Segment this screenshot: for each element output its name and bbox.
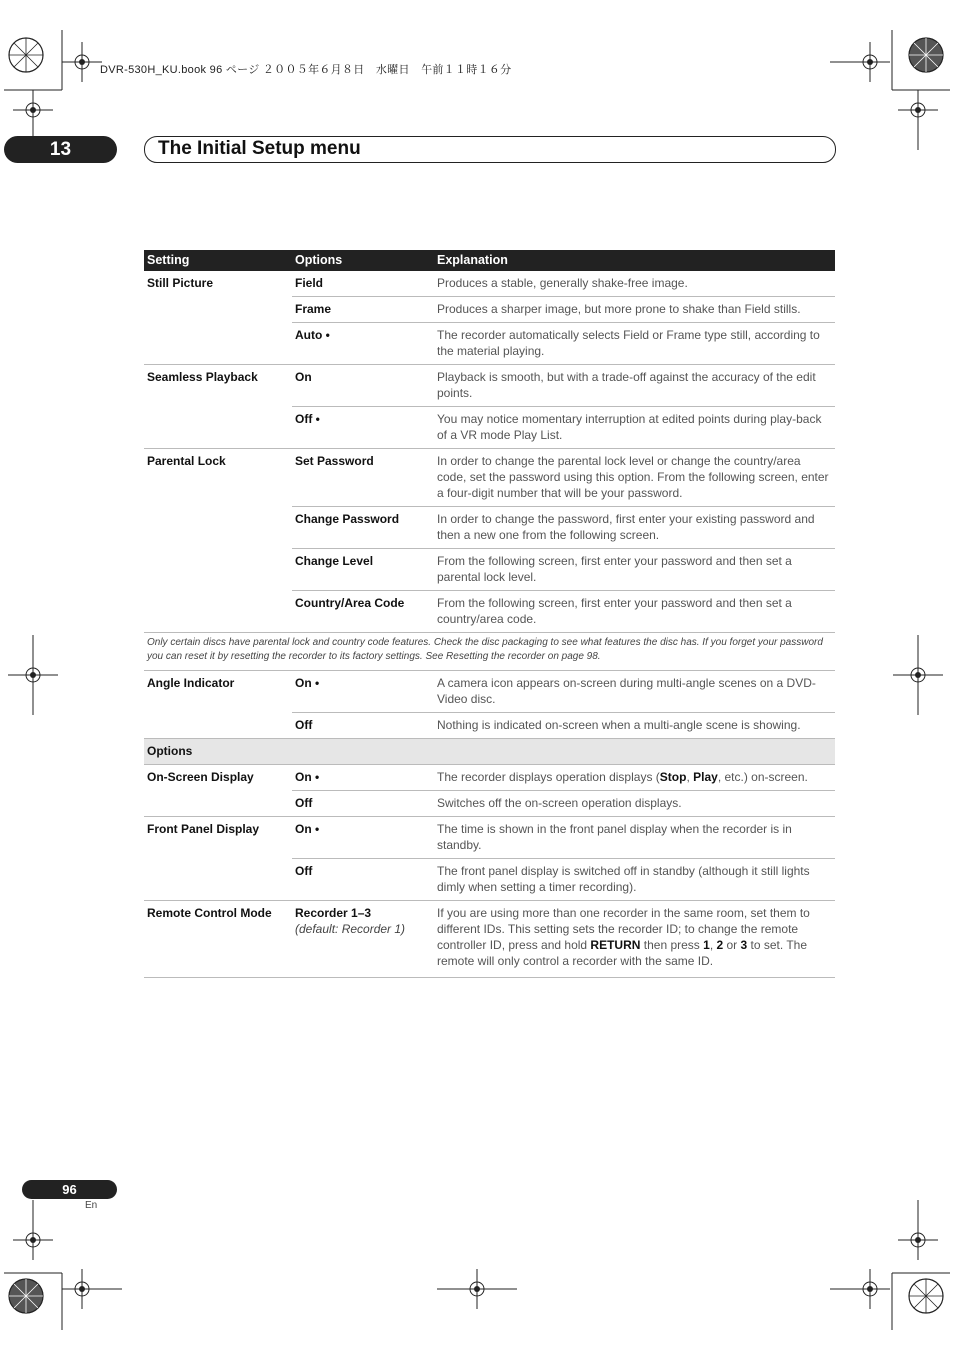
setting-cell bbox=[144, 791, 292, 817]
option-cell: On • bbox=[292, 765, 434, 791]
remote-text: then press bbox=[640, 938, 704, 952]
table-row bbox=[144, 713, 835, 739]
option-cell: Change Password bbox=[292, 507, 434, 549]
chapter-title-bar bbox=[144, 136, 836, 163]
setting-cell bbox=[144, 297, 292, 323]
table-row bbox=[144, 271, 835, 297]
table-row bbox=[144, 365, 835, 407]
table-header-row bbox=[144, 250, 835, 271]
section-label-options: Options bbox=[144, 739, 835, 765]
remote-text: to set. The remote will only control a recorder with the same ID. bbox=[437, 938, 808, 968]
key-3-label: 3 bbox=[740, 938, 748, 952]
explanation-cell: Nothing is indicated on-screen when a multi-angle scene is showing. bbox=[434, 713, 835, 739]
explanation-cell: Switches off the on-screen operation displays. bbox=[434, 791, 835, 817]
table-row bbox=[144, 407, 835, 449]
explanation-cell: The time is shown in the front panel display when the recorder is in standby. bbox=[434, 817, 835, 859]
explanation-cell: The front panel display is switched off in standby (although it still lights dimly when setting a timer recording). bbox=[434, 859, 835, 901]
table-row bbox=[144, 449, 835, 507]
explanation-cell: Produces a sharper image, but more prone to shake than Field stills. bbox=[434, 297, 835, 323]
setting-cell bbox=[144, 507, 292, 549]
table-row bbox=[144, 507, 835, 549]
explanation-cell: Produces a stable, generally shake-free image. bbox=[434, 271, 835, 297]
chapter-title: The Initial Setup menu bbox=[158, 138, 361, 159]
chapter-number-badge: 13 bbox=[4, 136, 117, 163]
parental-lock-note: Only certain discs have parental lock and country code features. Check the disc packaging to see what features the disc has. If you forget your password you can reset it by resetting the recorder to its factory settings. See Resetting the recorder on page 98. bbox=[144, 633, 835, 671]
explanation-cell: You may notice momentary interruption at edited points during play-back of a VR mode Play List. bbox=[434, 407, 835, 449]
table-row bbox=[144, 671, 835, 713]
option-cell: Field bbox=[292, 271, 434, 297]
option-cell bbox=[292, 901, 434, 978]
table-row bbox=[144, 765, 835, 791]
option-cell: Set Password bbox=[292, 449, 434, 507]
table-row bbox=[144, 297, 835, 323]
remote-text: If you are using more than one recorder in the same room, set them to different IDs. This setting sets the recorder ID; to change the remote controller ID, press and hold bbox=[437, 906, 810, 952]
option-main: Recorder 1–3 bbox=[295, 906, 372, 920]
option-cell: Country/Area Code bbox=[292, 591, 434, 633]
setting-cell: On-Screen Display bbox=[147, 770, 254, 784]
option-cell: On bbox=[292, 365, 434, 407]
osd-text: The recorder displays operation displays ( bbox=[437, 770, 660, 784]
option-default: (default: Recorder 1) bbox=[295, 922, 406, 936]
option-cell: Off • bbox=[292, 407, 434, 449]
option-cell: Off bbox=[292, 713, 434, 739]
setting-cell: Still Picture bbox=[147, 276, 214, 290]
language-code: En bbox=[85, 1200, 98, 1211]
stop-label: Stop bbox=[659, 770, 687, 784]
setting-cell: Front Panel Display bbox=[147, 822, 260, 836]
table-row bbox=[144, 591, 835, 633]
osd-text: , etc.) on-screen. bbox=[717, 770, 808, 784]
setting-cell: Remote Control Mode bbox=[144, 901, 292, 978]
explanation-cell: A camera icon appears on-screen during multi-angle scenes on a DVD-Video disc. bbox=[434, 671, 835, 713]
setting-cell bbox=[144, 713, 292, 739]
setting-cell bbox=[144, 859, 292, 901]
osd-text: , bbox=[686, 770, 694, 784]
header-explanation: Explanation bbox=[434, 250, 835, 271]
option-cell: Change Level bbox=[292, 549, 434, 591]
option-cell: On • bbox=[292, 671, 434, 713]
explanation-cell bbox=[434, 901, 835, 978]
setting-cell bbox=[144, 591, 292, 633]
key-2-label: 2 bbox=[716, 938, 724, 952]
table-row bbox=[144, 549, 835, 591]
setting-cell bbox=[144, 323, 292, 365]
setting-cell bbox=[144, 549, 292, 591]
setting-cell: Parental Lock bbox=[147, 454, 226, 468]
explanation-cell: In order to change the password, first enter your existing password and then a new one from the following screen. bbox=[434, 507, 835, 549]
play-label: Play bbox=[693, 770, 718, 784]
table-row bbox=[144, 323, 835, 365]
header-options: Options bbox=[292, 250, 434, 271]
settings-table bbox=[144, 250, 835, 978]
setting-cell: Angle Indicator bbox=[147, 676, 235, 690]
option-cell: Off bbox=[292, 791, 434, 817]
explanation-cell: From the following screen, first enter your password and then set a parental lock level. bbox=[434, 549, 835, 591]
remote-text: or bbox=[723, 938, 741, 952]
explanation-cell bbox=[434, 765, 835, 791]
setting-cell bbox=[144, 407, 292, 449]
remote-text: , bbox=[709, 938, 717, 952]
explanation-cell: The recorder automatically selects Field or Frame type still, according to the material playing. bbox=[434, 323, 835, 365]
option-cell: Auto • bbox=[292, 323, 434, 365]
section-row bbox=[144, 739, 835, 765]
page-number: 96 bbox=[22, 1180, 117, 1199]
note-row bbox=[144, 633, 835, 671]
explanation-cell: Playback is smooth, but with a trade-off against the accuracy of the edit points. bbox=[434, 365, 835, 407]
table-row bbox=[144, 901, 835, 978]
option-cell: Frame bbox=[292, 297, 434, 323]
table-row bbox=[144, 859, 835, 901]
return-key-label: RETURN bbox=[590, 938, 641, 952]
option-cell: On • bbox=[292, 817, 434, 859]
setting-cell: Seamless Playback bbox=[147, 370, 258, 384]
explanation-cell: From the following screen, first enter your password and then set a country/area code. bbox=[434, 591, 835, 633]
table-row bbox=[144, 791, 835, 817]
option-cell: Off bbox=[292, 859, 434, 901]
table-row bbox=[144, 817, 835, 859]
header-setting: Setting bbox=[144, 250, 292, 271]
print-header: DVR-530H_KU.book 96 ページ ２００５年６月８日 水曜日 午前１１時１６分 bbox=[100, 64, 512, 76]
key-1-label: 1 bbox=[703, 938, 710, 952]
explanation-cell: In order to change the parental lock level or change the country/area code, set the password using this option. From the following screen, enter a four-digit number that will be your password. bbox=[434, 449, 835, 507]
